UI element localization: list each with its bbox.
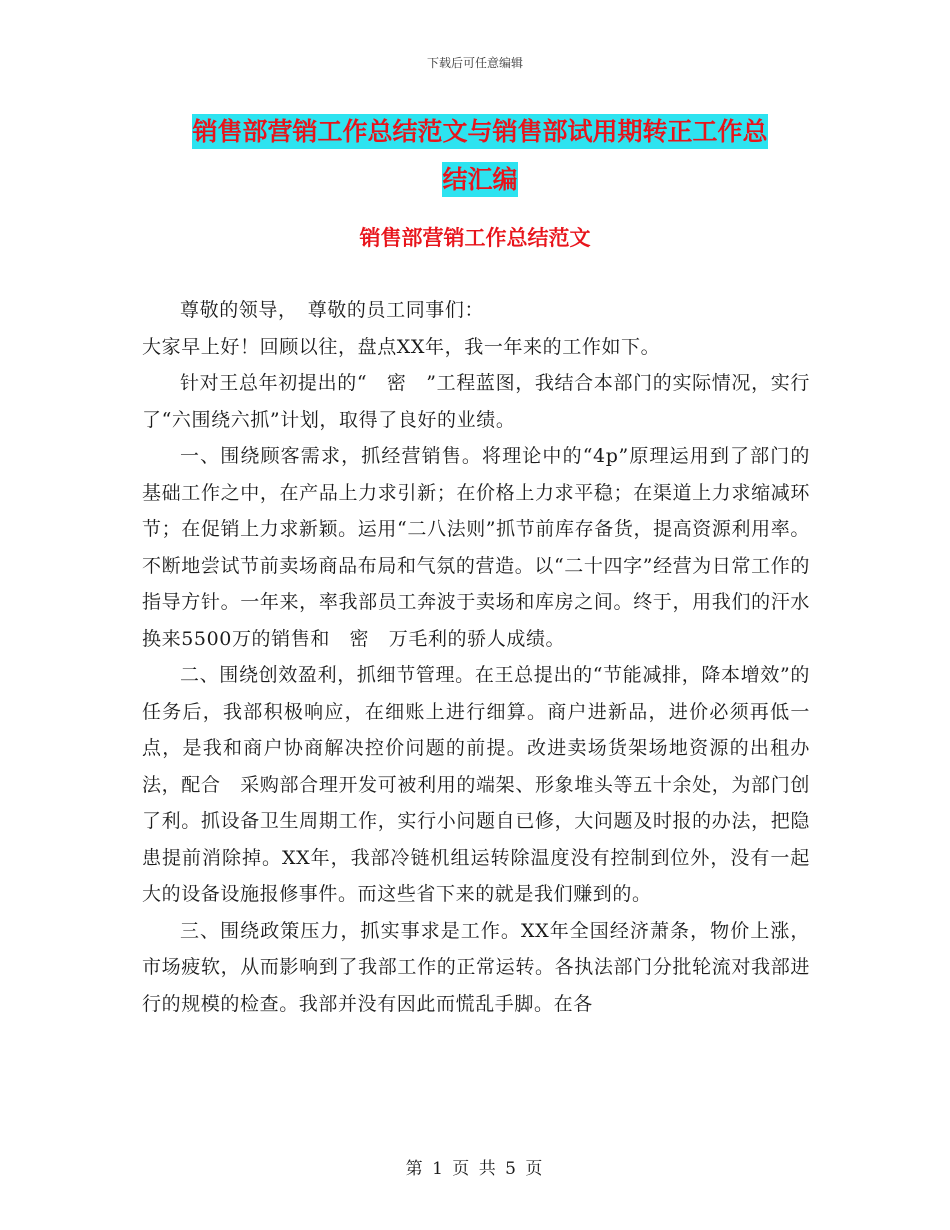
paragraph-section-1: 一、围绕顾客需求，抓经营销售。将理论中的“4p”原理运用到了部门的基础工作之中，在产品上力求引新；在价格上力求平稳；在渠道上力求缩减环节；在促销上力求新颖。运用“二八法则”抓节前库存备货，提高资源利用率。不断地尝试节前卖场商品布局和气氛的营造。以“二十四字”经营为日常工作的指导方针。一年来，率我部员工奔波于卖场和库房之间。终于，用我们的汗水换来5500万的销售和 密 万毛利的骄人成绩。 bbox=[142, 445, 810, 650]
page-footer: 第 1 页 共 5 页 bbox=[405, 1159, 545, 1179]
title-line-2: 结汇编 bbox=[442, 162, 517, 197]
header-note: 下载后可任意编辑 bbox=[426, 56, 523, 70]
paragraph-salutation: 尊敬的领导， 尊敬的员工同事们： bbox=[180, 299, 485, 321]
paragraph-section-3: 三、围绕政策压力，抓实事求是工作。XX年全国经济萧条，物价上涨，市场疲软，从而影响到了我部工作的正常运转。各执法部门分批轮流对我部进行的规模的检查。我部并没有因此而慌乱手脚。在各 bbox=[142, 919, 810, 1015]
paragraph-section-2: 二、围绕创效盈利，抓细节管理。在王总提出的“节能减排，降本增效”的任务后，我部积极响应，在细账上进行细算。商户进新品，进价必须再低一点，是我和商户协商解决控价问题的前提。改进卖场货架场地资源的出租办法，配合 采购部合理开发可被利用的端架、形象堆头等五十余处，为部门创了利。抓设备卫生周期工作，实行小问题自已修，大问题及时报的办法，把隐患提前消除掉。XX年，我部冷链机组运转除温度没有控制到位外，没有一起大的设备设施报修事件。而这些省下来的就是我们赚到的。 bbox=[142, 664, 810, 905]
paragraph-intro: 针对王总年初提出的“ 密 ”工程蓝图，我结合本部门的实际情况，实行了“六围绕六抓”计划，取得了良好的业绩。 bbox=[142, 372, 810, 431]
title-line-1: 销售部营销工作总结范文与销售部试用期转正工作总 bbox=[192, 114, 767, 149]
paragraph-greeting: 大家早上好！回顾以往，盘点XX年，我一年来的工作如下。 bbox=[142, 335, 661, 358]
body-text bbox=[142, 292, 810, 1022]
document-title bbox=[140, 108, 820, 204]
section-title: 销售部营销工作总结范文 bbox=[359, 226, 591, 250]
